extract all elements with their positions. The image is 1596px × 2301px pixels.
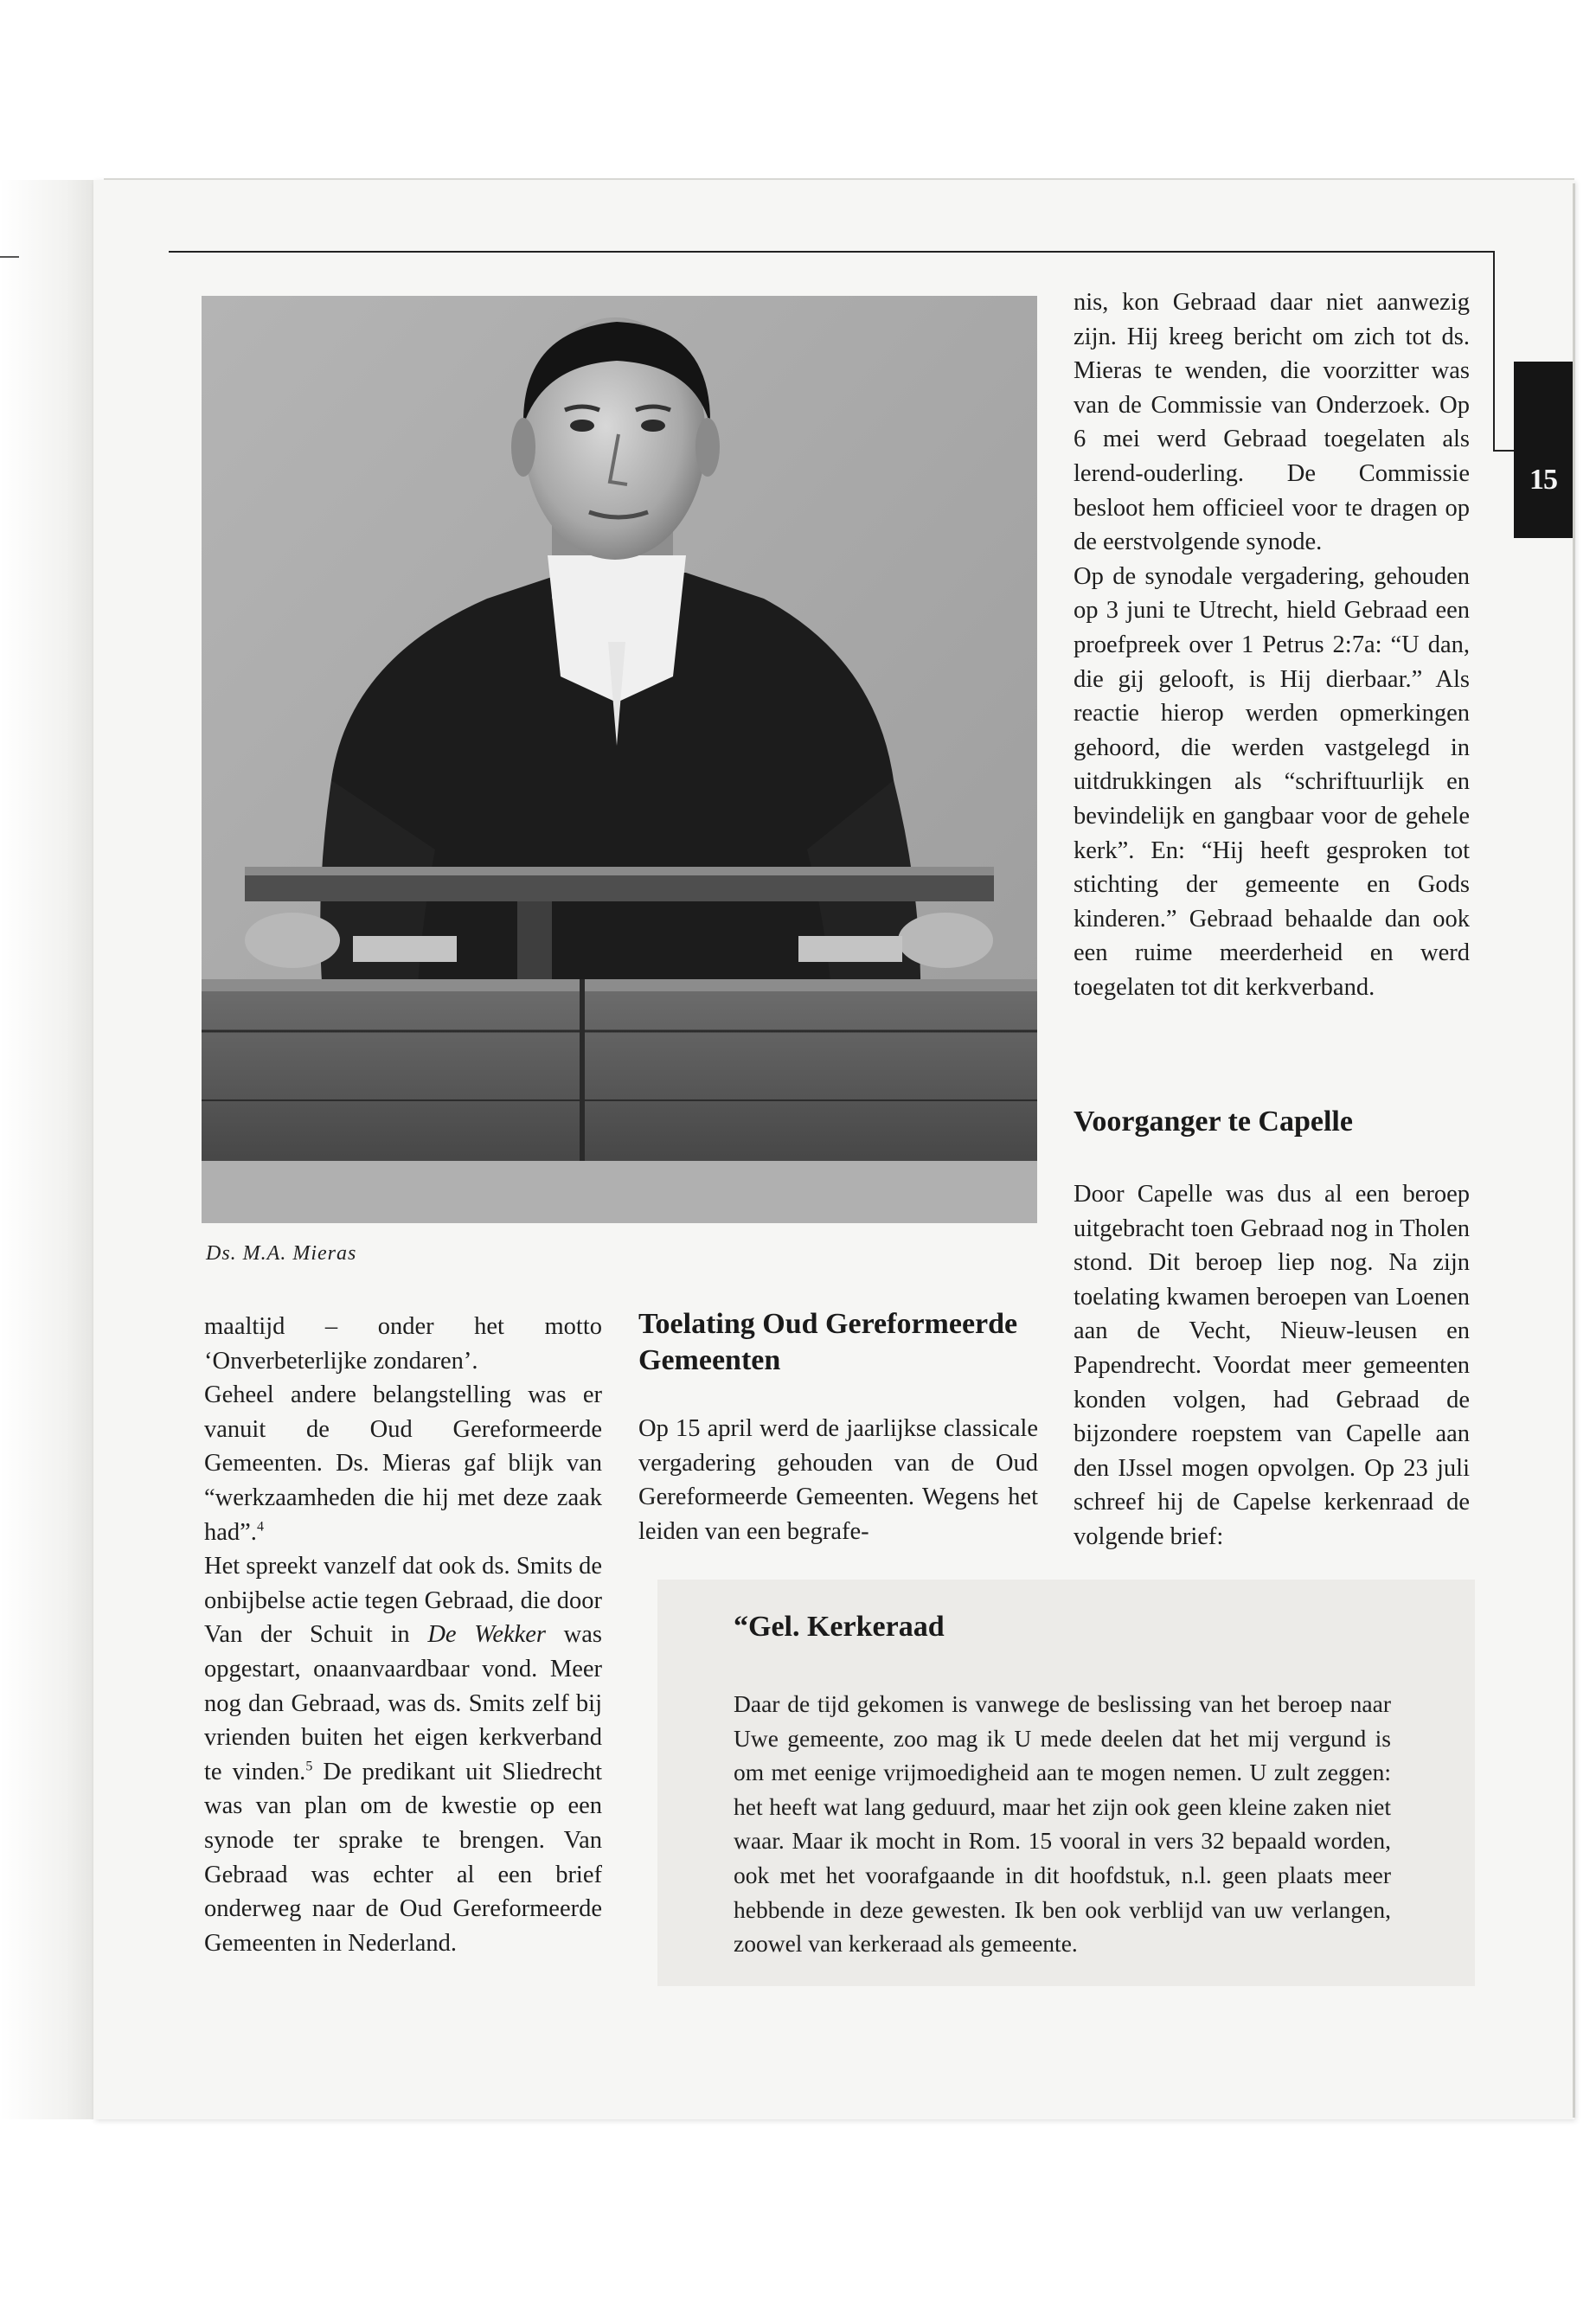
book-spine-shadow <box>0 180 93 2119</box>
voorganger-paragraph: Door Capelle was dus al een beroep uitgebracht toen Gebraad nog in Tholen stond. Dit beroep liep nog. Na zijn toelating kwamen beroepen van Loenen aan de Vecht, Nieuw-leusen en Papendrecht. Voordat meer gemeenten konden volgen, had Gebraad de bijzondere roepstem van Capelle aan den IJssel mogen opvolgen. Op 23 juli schreef hij de Capelse kerkenraad de volgende brief: <box>1074 1181 1470 1550</box>
middle-column-text <box>638 1412 1038 1548</box>
left-column-paragraph-3-text-a: Het spreekt vanzelf dat ook ds. Smits de onbijbelse actie tegen Gebraad, die door Van der Schuit in <box>204 1553 602 1649</box>
photo-caption: Ds. M.A. Mieras <box>206 1242 357 1265</box>
left-column-paragraph-3-text-b: was opgestart, onaanvaardbaar vond. Meer nog dan Gebraad, was ds. Smits zelf bij vrienden buiten het eigen kerkverband te vinden. <box>204 1621 603 1785</box>
toelating-paragraph: Op 15 april werd de jaarlijkse classicale vergadering gehouden van de Oud Gereformeerde Gemeenten. Wegens het leiden van een begrafe- <box>638 1415 1038 1545</box>
left-page-edge-rule <box>0 256 19 258</box>
letter-salutation: “Gel. Kerkeraad <box>734 1611 945 1643</box>
page-right-edge <box>1573 183 1575 2118</box>
left-column-paragraph-3-text-c: De predikant uit Sliedrecht was van plan om de kwestie op een synode ter sprake te brengen. Van Gebraad was echter al een brief onderweg naar de Oud Gereformeerde Gemeenten in Nederland. <box>204 1758 602 1957</box>
left-column-text <box>204 1310 602 1960</box>
page-top-edge <box>104 178 1574 180</box>
footnote-5: 5 <box>305 1759 313 1774</box>
portrait-photo <box>202 296 1037 1223</box>
de-wekker-title: De Wekker <box>427 1621 547 1649</box>
left-column-paragraph-3 <box>204 1549 602 1960</box>
footnote-4: 4 <box>256 1519 264 1535</box>
header-rule-vertical <box>1493 251 1495 450</box>
right-column-top-text <box>1074 285 1470 1004</box>
right-column-paragraph-1: nis, kon Gebraad daar niet aanwezig zijn. Hij kreeg bericht om zich tot ds. Mieras te wenden, die voorzitter was van de Commissie van Onderzoek. Op 6 mei werd Gebraad toegelaten als lerend-ouderling. De Commissie besloot hem officieel voor te dragen op de eerstvolgende synode. <box>1074 289 1470 556</box>
page-number-tab <box>1514 362 1573 538</box>
letter-paragraph: Daar de tijd gekomen is vanwege de beslissing van het beroep naar Uwe gemeente, zoo mag ik U mede deelen dat het mij vergund is om met eenige vrijmoedigheid aan te mogen nemen. U zult zeggen: het heeft wat lang geduurd, maar het zijn ook geen kleine zaken niet waar. Maar ik mocht in Rom. 15 vooral in vers 32 bepaald worden, ook met het voorafgaande in dit hoofdstuk, n.l. geen plaats meer hebbende in deze gewesten. Ik ben ook verblijd van uw verlangen, zoowel van kerkeraad als gemeente. <box>734 1690 1391 1958</box>
portrait-photo-illustration <box>202 296 1037 1223</box>
section-heading-voorganger: Voorganger te Capelle <box>1074 1106 1353 1138</box>
right-column-paragraph-2: Op de synodale vergadering, gehouden op 3 juni te Utrecht, hield Gebraad een proefpreek over 1 Petrus 2:7a: “U dan, die gij gelooft, is Hij dierbaar.” Als reactie hierop werden opmerkingen gehoord, die werden vastgelegd in uitdrukkingen als “schriftuurlijk en bevindelijk en gangbaar voor de gehele kerk”. En: “Hij heeft gesproken tot stichting der gemeente en Gods kinderen.” Gebraad behaalde dan ook een ruime meerderheid en werd toegelaten tot dit kerkverband. <box>1074 562 1470 1001</box>
header-rule <box>169 251 1494 253</box>
left-column-paragraph-1: maaltijd – onder het motto ‘Onverbeterlijke zondaren’. <box>204 1313 602 1375</box>
section-heading-toelating: Toelating Oud Gereformeerde Gemeenten <box>638 1308 1018 1376</box>
page-number: 15 <box>1529 464 1557 496</box>
left-column-paragraph-2 <box>204 1378 602 1549</box>
letter-body-text <box>734 1687 1391 1961</box>
left-column-paragraph-2-text: Geheel andere belangstelling was er vanuit de Oud Gereformeerde Gemeenten. Ds. Mieras gaf blijk van “werkzaamheden die hij met deze zaak had”. <box>204 1381 602 1546</box>
right-column-bottom-text <box>1074 1177 1470 1554</box>
